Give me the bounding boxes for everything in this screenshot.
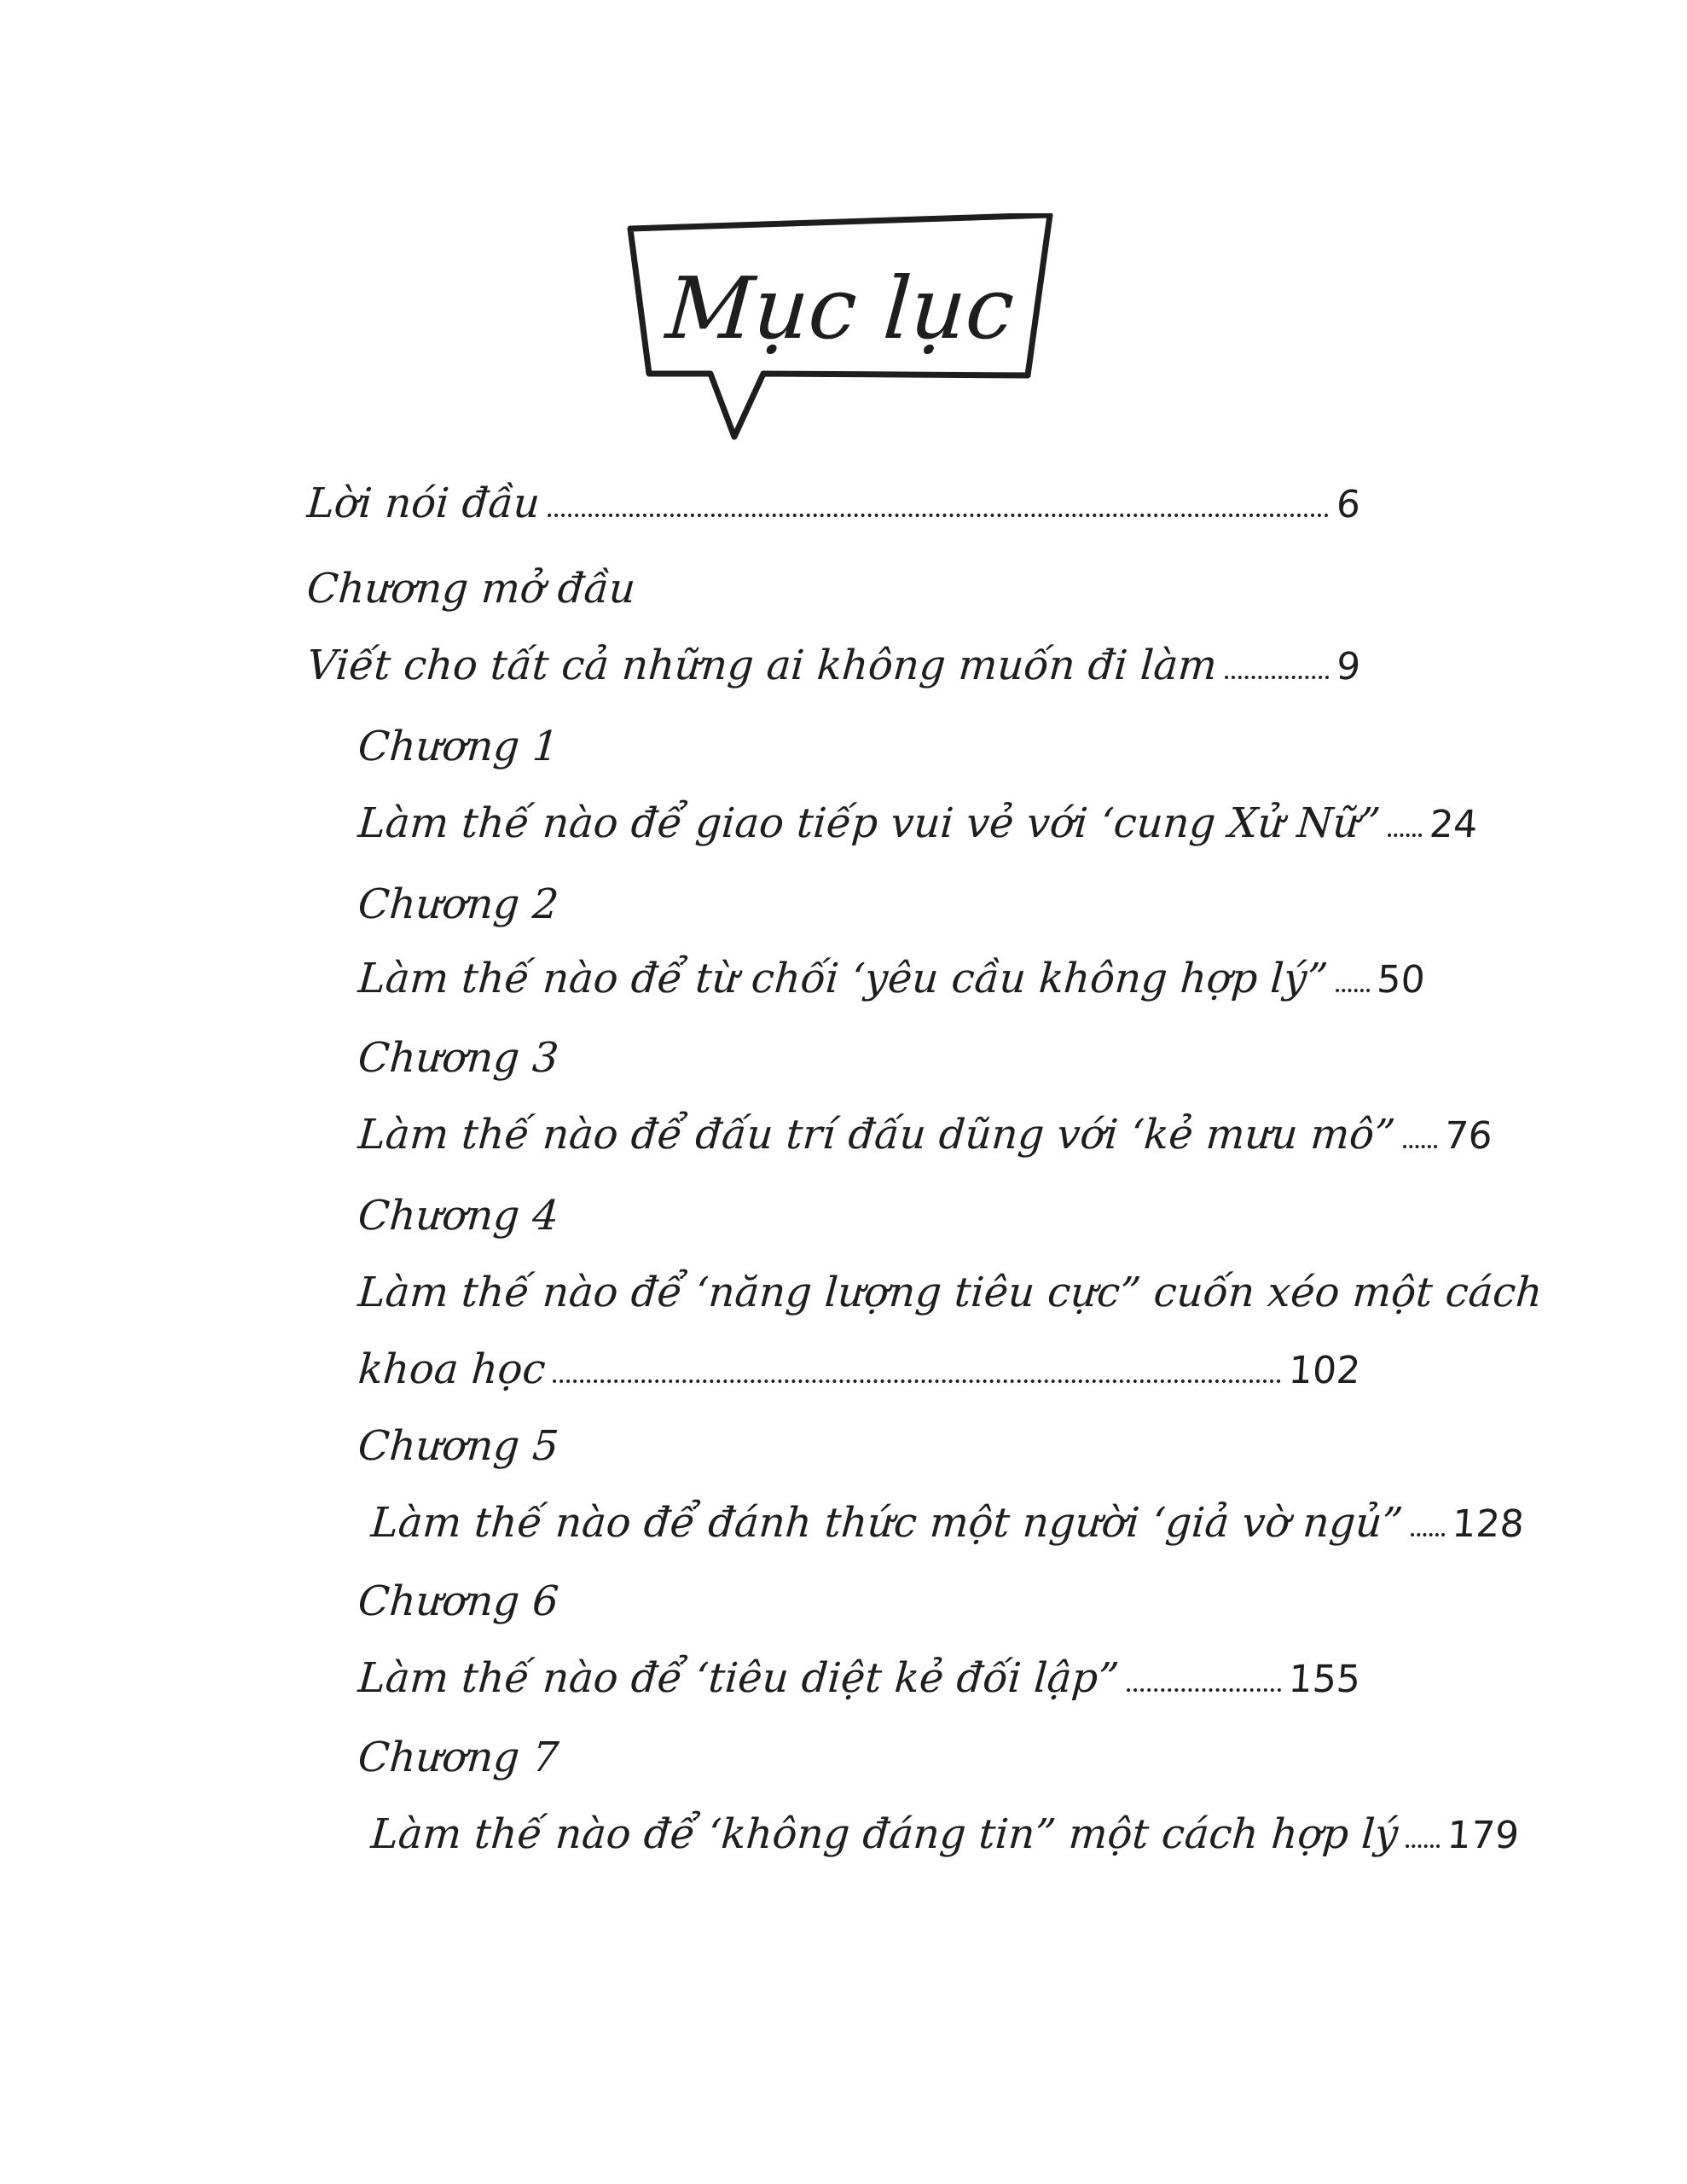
toc-entry-title: Làm thế nào để đánh thức một người ‘giả vờ ngủ” <box>369 1499 1405 1547</box>
chapter-label-1: Chương 1 <box>357 723 560 770</box>
dot-leader <box>553 1380 1281 1383</box>
dot-leader <box>1411 1533 1445 1536</box>
toc-entry-ch7[interactable] <box>368 1804 1521 1866</box>
toc-entry-ch3[interactable] <box>356 1105 1494 1166</box>
toc-entry-ch5[interactable] <box>368 1493 1526 1554</box>
page-number: 6 <box>1335 483 1362 526</box>
page-number: 102 <box>1287 1349 1362 1392</box>
toc-entry-intro[interactable] <box>304 636 1362 697</box>
toc-entry-title: Viết cho tất cả những ai không muốn đi làm <box>305 642 1219 689</box>
chapter-label-3: Chương 3 <box>357 1034 560 1082</box>
chapter-label-7: Chương 7 <box>357 1734 560 1781</box>
dot-leader <box>1336 989 1370 992</box>
toc-entry-ch4[interactable] <box>356 1339 1362 1401</box>
chapter-label-6: Chương 6 <box>357 1577 560 1625</box>
dot-leader <box>1127 1688 1282 1692</box>
toc-entry-title: Làm thế nào để ‘tiêu diệt kẻ đối lập” <box>357 1654 1121 1702</box>
page-number: 179 <box>1446 1814 1521 1857</box>
chapter-label-4: Chương 4 <box>357 1192 560 1240</box>
toc-entry-preface[interactable] <box>304 473 1362 535</box>
toc-entry-title: Làm thế nào để từ chối ‘yêu cầu không hợp lý” <box>357 955 1330 1002</box>
page-number: 76 <box>1442 1114 1494 1158</box>
page-title: Mục lục <box>663 258 1017 358</box>
dot-leader <box>1406 1844 1440 1848</box>
toc-entry-ch6[interactable] <box>356 1648 1362 1710</box>
dot-leader <box>1388 834 1422 837</box>
toc-entry-title-line1: Làm thế nào để ‘năng lượng tiêu cực” cuốn xéo một cách <box>357 1269 1545 1316</box>
toc-entry-title: Làm thế nào để ‘không đáng tin” một cách hợp lý <box>369 1810 1400 1858</box>
chapter-label-2: Chương 2 <box>357 880 560 928</box>
page-number: 9 <box>1335 645 1362 688</box>
toc-entry-title: Làm thế nào để đấu trí đấu dũng với ‘kẻ mưu mô” <box>357 1111 1397 1159</box>
page-number: 50 <box>1375 958 1427 1002</box>
toc-entry-ch1[interactable] <box>356 793 1480 855</box>
toc-entry-title: Lời nói đầu <box>305 479 542 527</box>
toc-entry-ch2[interactable] <box>356 949 1427 1010</box>
dot-leader <box>1225 676 1330 679</box>
page-number: 128 <box>1450 1502 1526 1546</box>
chapter-label-intro: Chương mở đầu <box>305 565 638 613</box>
dot-leader <box>548 514 1329 517</box>
chapter-label-5: Chương 5 <box>357 1422 560 1470</box>
toc-entry-title-line2: khoa học <box>357 1345 548 1393</box>
toc-entry-title: Làm thế nào để giao tiếp vui vẻ với ‘cung Xử Nữ” <box>357 799 1383 847</box>
page-number: 155 <box>1287 1658 1362 1701</box>
page-number: 24 <box>1428 803 1480 846</box>
dot-leader <box>1403 1145 1437 1148</box>
